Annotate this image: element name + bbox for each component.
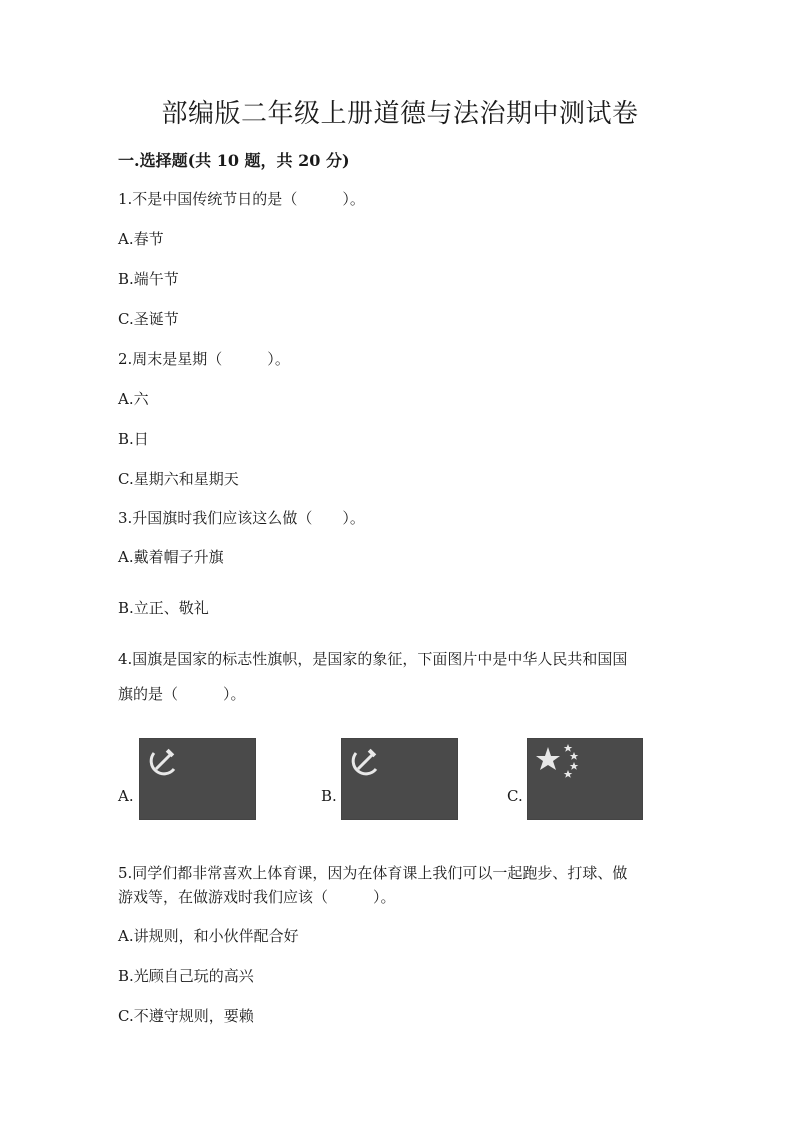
q5-option-c: C.不遵守规则，要赖	[118, 1007, 254, 1025]
page-title: 部编版二年级上册道德与法治期中测试卷	[161, 99, 639, 129]
question-4-line-2: 旗的是（ ）。	[118, 685, 246, 703]
five-star-flag-icon	[527, 738, 643, 820]
flag-option-a	[139, 738, 256, 820]
flag-option-a-label: A.	[118, 787, 134, 805]
section-heading: 一.选择题(共 10 题，共 20 分)	[118, 151, 350, 170]
question-3: 3.升国旗时我们应该这么做（ ）。	[118, 509, 365, 527]
flag-option-b-label: B.	[321, 787, 337, 805]
q1-option-c: C.圣诞节	[118, 310, 179, 328]
flag-option-c-label: C.	[507, 787, 523, 805]
flag-option-c	[527, 738, 643, 820]
q2-option-c: C.星期六和星期天	[118, 470, 239, 488]
question-5-line-1: 5.同学们都非常喜欢上体育课，因为在体育课上我们可以一起跑步、打球、做	[118, 864, 628, 882]
question-2: 2.周末是星期（ ）。	[118, 350, 290, 368]
question-5-line-2: 游戏等，在做游戏时我们应该（ ）。	[118, 888, 396, 906]
q1-option-a: A.春节	[118, 230, 164, 248]
q2-option-a: A.六	[118, 390, 149, 408]
q3-option-a: A.戴着帽子升旗	[118, 548, 224, 566]
q1-option-b: B.端午节	[118, 270, 179, 288]
flag-option-b	[341, 738, 458, 820]
question-4-line-1: 4.国旗是国家的标志性旗帜，是国家的象征，下面图片中是中华人民共和国国	[118, 650, 628, 668]
q5-option-a: A.讲规则，和小伙伴配合好	[118, 927, 299, 945]
q3-option-b: B.立正、敬礼	[118, 599, 209, 617]
hammer-sickle-flag-icon	[341, 738, 458, 820]
q5-option-b: B.光顾自己玩的高兴	[118, 967, 254, 985]
question-1: 1.不是中国传统节日的是（ ）。	[118, 190, 365, 208]
q2-option-b: B.日	[118, 430, 149, 448]
hammer-sickle-flag-icon	[139, 738, 256, 820]
